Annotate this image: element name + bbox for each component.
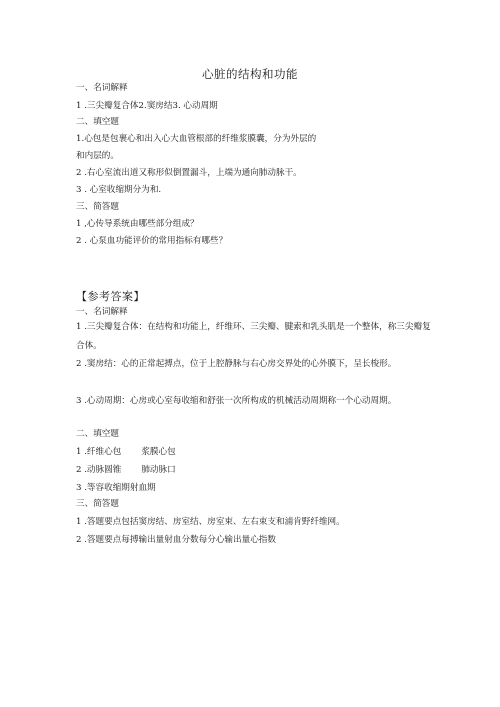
answer-fill-3: 3 .等容收缩期射血期 [76,483,156,493]
answers-heading: 【参考答案】 [76,290,145,303]
answer-fill-2-a: 2 .动脉圆锥 [76,465,122,475]
answer-fill-2-b: 肺动脉口 [141,465,176,475]
question-fill-3: 3 . 心室收缩期分为和. [76,185,162,195]
answer-fill-1-a: 1 .纤维心包 [76,447,122,457]
page-title: 心脏的结构和功能 [202,67,298,81]
question-short-1: 1 ,心传导系统由哪些部分组成？ [76,219,199,229]
section-heading-short: 三、简答题 [76,202,119,212]
answer-short-2: 2 .答题要点每搏输出量射血分数每分心输出量心指数 [76,535,276,545]
section-heading-terms: 一、名词解释 [76,83,128,93]
question-fill-1-cont: 和内层的。 [76,151,119,161]
answer-term-1: 1 .三尖瓣复合体：在结构和功能上，纤维环、三尖瓣、腱索和乳头肌是一个整体，称三尖瓣复合体。 [76,322,431,351]
question-short-2: 2 . 心泵血功能评价的常用指标有哪些？ [76,236,228,246]
section-heading-fill: 二、填空题 [76,117,119,127]
answer-term-2: 2 .窦房结：心的正常起搏点，位于上腔静脉与右心房交界处的心外膜下，呈长梭形。 [76,359,397,369]
question-terms: 1 .三尖瓣复合体2.窦房结3. 心动周期 [76,101,218,111]
answer-section-short: 三、简答题 [76,499,119,509]
answer-section-terms: 一、名词解释 [76,307,128,317]
answer-fill-2 [76,464,436,476]
question-fill-1: 1.心包是包裹心和出入心大血管根部的纤维浆膜囊，分为外层的 [76,134,317,144]
answer-fill-1 [76,446,436,458]
answer-short-1: 1 .答题要点包括窦房结、房室结、房室束、左右束支和浦肯野纤维网。 [76,517,345,527]
question-fill-2: 2 .右心室流出道又称形似倒置漏斗，上端为通向肺动脉干。 [76,168,302,178]
answer-term-3: 3 .心动周期：心房或心室每收缩和舒张一次所构成的机械活动周期称一个心动周期。 [76,396,397,406]
answer-fill-1-b: 浆膜心包 [141,447,176,457]
answer-section-fill: 二、填空题 [76,429,119,439]
